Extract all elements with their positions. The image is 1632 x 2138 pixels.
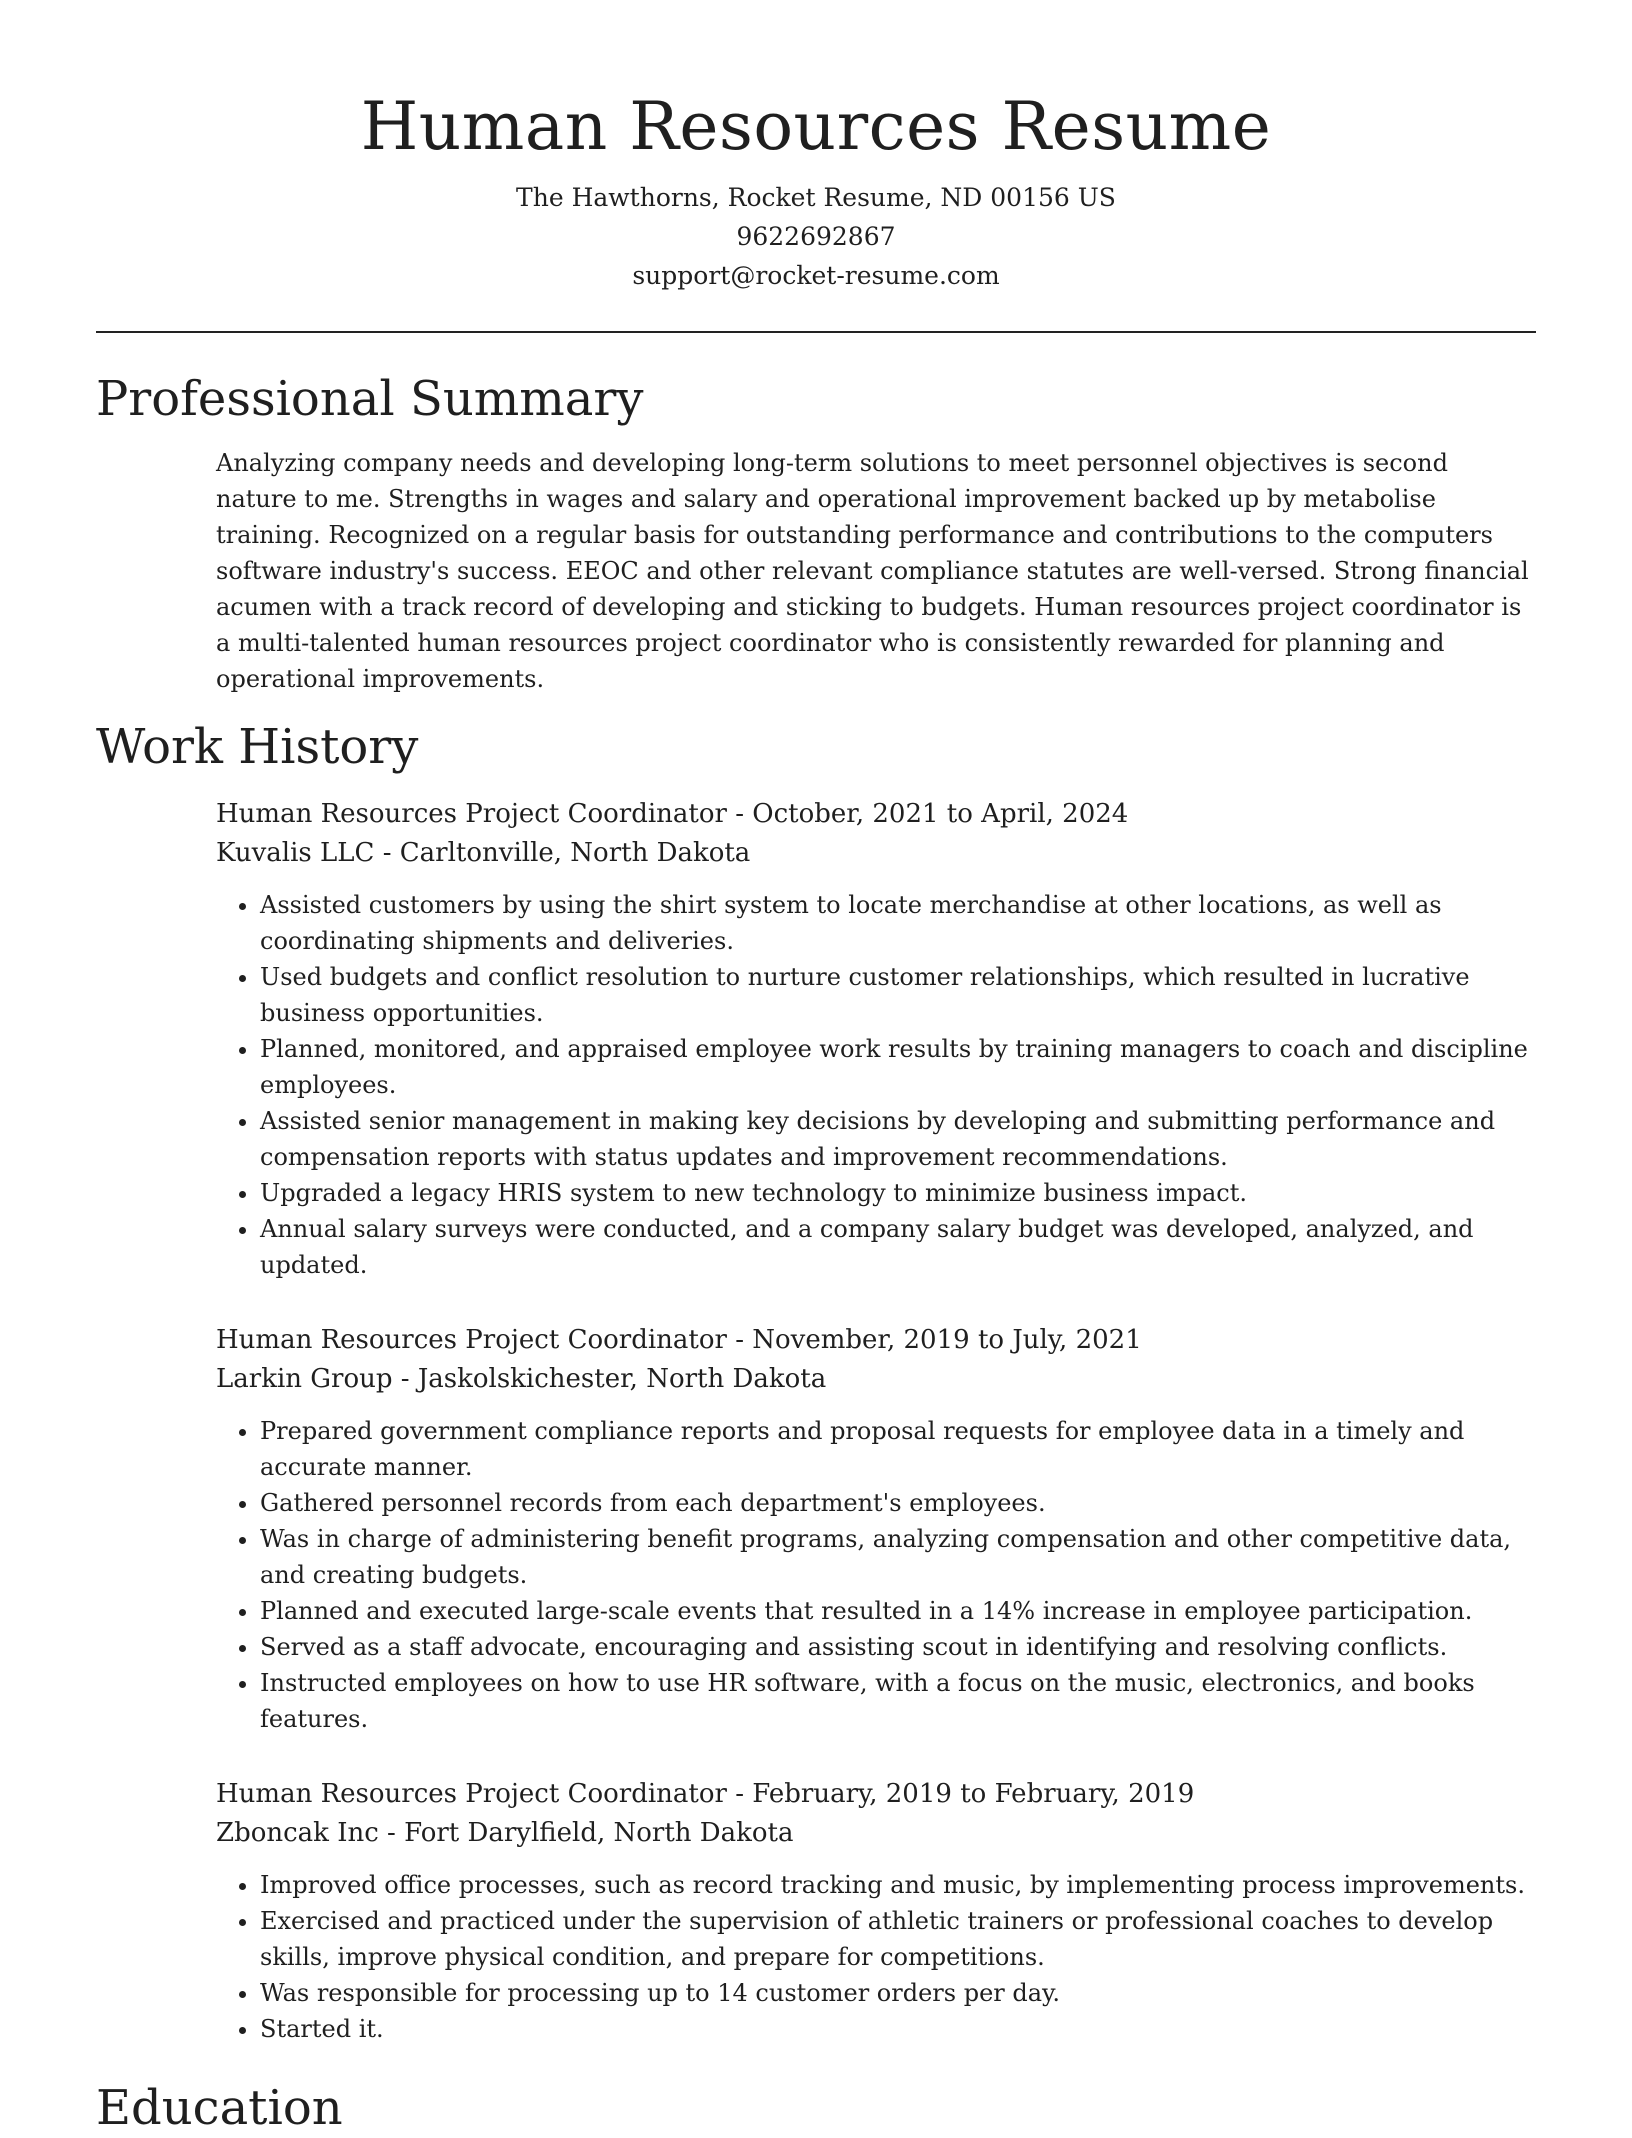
job-title-line [216,795,1536,834]
job-title-line [216,1775,1536,1814]
job-bullets [216,1413,1536,1737]
job-bullet: • Was in charge of administering benefit programs, analyzing compensation and other competitive data, and creating budgets. [260,1521,1536,1593]
job-company-line [216,1814,1536,1853]
job-title-line [216,1321,1536,1360]
education-heading: Education [96,2080,343,2136]
job-company: Larkin Group [216,1364,393,1394]
job-bullet: • Planned and executed large-scale events that resulted in a 14% increase in employee participation. [260,1593,1536,1629]
contact-phone: 9622692867 [736,222,896,251]
job-title: Human Resources Project Coordinator [216,1779,727,1809]
contact-email: support@rocket-resume.com [632,261,1000,290]
job-bullet: • Was responsible for processing up to 14 customer orders per day. [260,1975,1536,2011]
work-history-heading: Work History [96,719,419,775]
job-location: - Jaskolskichester, North Dakota [392,1364,827,1394]
summary-text: Analyzing company needs and developing long-term solutions to meet personnel objectives is second nature to me. Strengths in wages and salary and operational improvement backed up by metabolise training. Recognized on a regular basis for outstanding performance and contributions to the computers software industry's success. EEOC and other relevant compliance statutes are well-versed. Strong financial acumen with a track record of developing and sticking to budgets. Human resources project coordinator is a multi-talented human resources project coordinator who is consistently rewarded for planning and operational improvements. [216,449,1529,693]
contact-address: The Hawthorns, Rocket Resume, ND 00156 US [516,183,1116,212]
resume-title: Human Resources Resume [360,88,1272,165]
job-bullets [216,887,1536,1283]
job-bullet: • Prepared government compliance reports and proposal requests for employee data in a timely and accurate manner. [260,1413,1536,1485]
job-entry [216,795,1536,1283]
job-bullet: • Exercised and practiced under the supervision of athletic trainers or professional coaches to develop skills, improve physical condition, and prepare for competitions. [260,1903,1536,1975]
job-bullet: • Annual salary surveys were conducted, and a company salary budget was developed, analyzed, and updated. [260,1211,1536,1283]
contact-block [96,178,1536,295]
job-location: - Carltonville, North Dakota [374,838,751,868]
job-bullet: • Started it. [260,2011,1536,2047]
job-company-line [216,834,1536,873]
job-bullet: • Gathered personnel records from each department's employees. [260,1485,1536,1521]
summary-heading: Professional Summary [96,371,644,427]
job-bullet: • Assisted customers by using the shirt system to locate merchandise at other locations, as well as coordinating shipments and deliveries. [260,887,1536,959]
job-company: Zboncak Inc [216,1818,379,1848]
job-bullet: • Instructed employees on how to use HR software, with a focus on the music, electronics, and books features. [260,1665,1536,1737]
job-bullet: • Assisted senior management in making key decisions by developing and submitting performance and compensation reports with status updates and improvement recommendations. [260,1103,1536,1175]
job-company: Kuvalis LLC [216,838,375,868]
job-bullet: • Improved office processes, such as record tracking and music, by implementing process improvements. [260,1867,1536,1903]
header-divider [96,331,1536,333]
work-history-section [216,795,1536,2047]
job-entry [216,1775,1536,2047]
job-location: - Fort Darylfield, North Dakota [378,1818,794,1848]
job-dates: - November, 2019 to July, 2021 [726,1325,1142,1355]
job-bullet: • Upgraded a legacy HRIS system to new technology to minimize business impact. [260,1175,1536,1211]
job-bullet: • Planned, monitored, and appraised employee work results by training managers to coach and discipline employees. [260,1031,1536,1103]
job-title: Human Resources Project Coordinator [216,799,727,829]
job-bullet: • Served as a staff advocate, encouraging and assisting scout in identifying and resolving conflicts. [260,1629,1536,1665]
job-title: Human Resources Project Coordinator [216,1325,727,1355]
job-dates: - October, 2021 to April, 2024 [726,799,1129,829]
job-bullet: • Used budgets and conflict resolution to nurture customer relationships, which resulted in lucrative business opportunities. [260,959,1536,1031]
job-entry [216,1321,1536,1737]
resume-header [96,0,1536,295]
job-bullets [216,1867,1536,2047]
summary-section [216,445,1536,697]
job-dates: - February, 2019 to February, 2019 [726,1779,1195,1809]
job-company-line [216,1360,1536,1399]
